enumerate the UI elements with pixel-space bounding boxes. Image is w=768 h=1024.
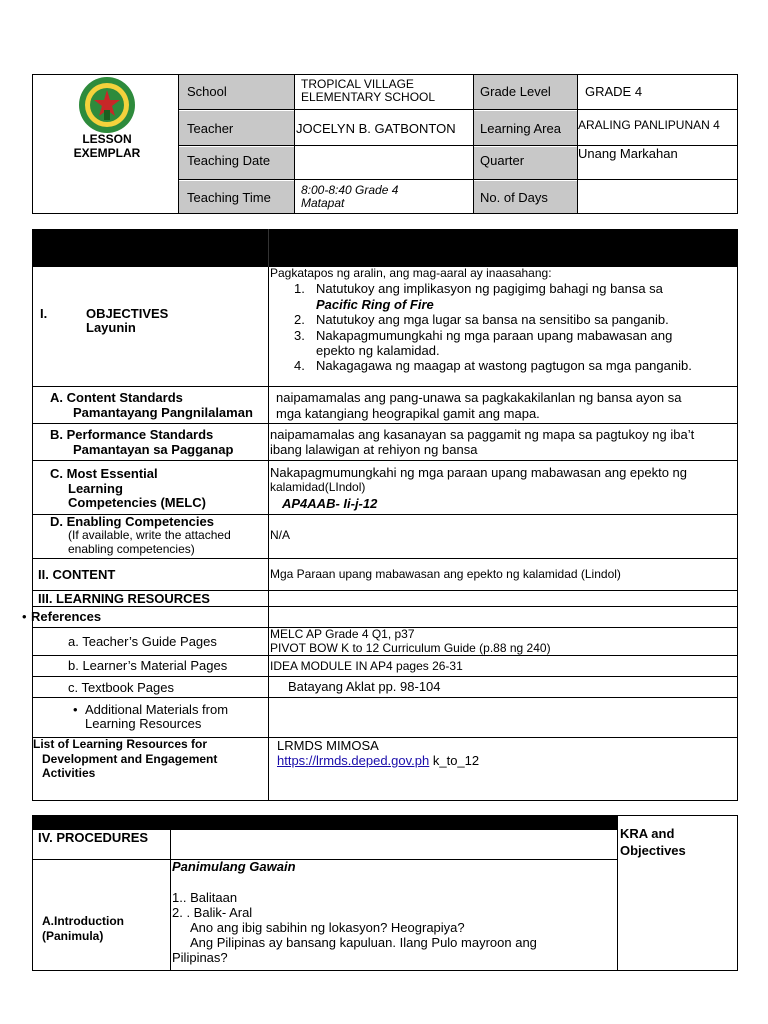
melc-value: kalamidad(LIndol) — [270, 480, 366, 494]
objectives-label-filipino: Layunin — [86, 320, 136, 335]
row-line — [32, 859, 618, 860]
list-resources-label: Development and Engagement — [42, 752, 218, 766]
row-line — [32, 460, 738, 461]
activity-line: 1.. Balitaan — [172, 890, 238, 905]
lrmds-label: LRMDS MIMOSA — [277, 738, 379, 753]
additional-materials-label: Learning Resources — [85, 716, 202, 731]
teachers-guide-value: PIVOT BOW K to 12 Curriculum Guide (p.88 ng 240) — [270, 641, 551, 655]
teaching-date-label: Teaching Date — [187, 153, 271, 168]
objective-item: Natutukoy ang mga lugar sa bansa na sensitibo sa panganib. — [316, 312, 669, 327]
content-standards-label: A. Content Standards — [50, 390, 183, 405]
performance-standards-label-filipino: Pamantayan sa Pagganap — [73, 442, 234, 457]
main-table-header-bar — [32, 229, 738, 267]
activity-line: Ano ang ibig sabihin ng lokasyon? Heograpiya? — [190, 920, 465, 935]
performance-standards-value: naipamamalas ang kasanayan sa paggamit ng mapa sa pagtukoy ng iba’t — [270, 427, 695, 442]
row-line — [32, 697, 738, 698]
divider — [737, 267, 738, 801]
content-value: Mga Paraan upang mabawasan ang epekto ng kalamidad (Lindol) — [270, 567, 621, 581]
row-line — [178, 109, 738, 110]
lrmds-link-line — [277, 753, 479, 768]
deped-seal-logo — [72, 76, 142, 134]
teachers-guide-label: a. Teacher’s Guide Pages — [68, 634, 217, 649]
objective-num: 4. — [294, 358, 305, 373]
teacher-value: JOCELYN B. GATBONTON — [296, 121, 456, 136]
school-label: School — [187, 84, 227, 99]
additional-materials-label: Additional Materials from — [85, 702, 229, 717]
teachers-guide-value: MELC AP Grade 4 Q1, p37 — [270, 627, 415, 641]
objectives-label: OBJECTIVES — [86, 306, 169, 321]
bullet: • — [73, 702, 78, 717]
learners-material-value: IDEA MODULE IN AP4 pages 26-31 — [270, 659, 463, 673]
procedures-label: IV. PROCEDURES — [38, 830, 149, 845]
row-line — [32, 558, 738, 559]
divider — [577, 74, 578, 214]
enabling-label: enabling competencies) — [68, 542, 195, 556]
row-line — [32, 800, 738, 801]
divider — [170, 830, 171, 971]
objective-num: 1. — [294, 281, 305, 296]
references-label: References — [31, 609, 102, 624]
grade-level-label: Grade Level — [480, 84, 551, 99]
kra-label: KRA and — [620, 826, 675, 841]
divider — [268, 267, 269, 801]
lrmds-link-suffix: k_to_12 — [429, 753, 480, 768]
row-line — [32, 606, 738, 607]
kra-label: Objectives — [620, 843, 686, 858]
melc-code: AP4AAB- Ii-j-12 — [282, 496, 378, 511]
enabling-value: N/A — [270, 528, 291, 542]
textbook-value: Batayang Aklat pp. 98-104 — [288, 679, 441, 694]
teaching-time-value: 8:00-8:40 Grade 4 Matapat — [301, 183, 399, 210]
school-value: TROPICAL VILLAGE ELEMENTARY SCHOOL — [301, 77, 436, 104]
objectives-intro: Pagkatapos ng aralin, ang mag-aaral ay inaasahang: — [270, 266, 552, 280]
divider — [617, 815, 618, 971]
content-label: II. CONTENT — [38, 567, 116, 582]
melc-label: C. Most Essential — [50, 466, 158, 481]
row-line — [32, 676, 738, 677]
objectives-number: I. — [40, 306, 48, 321]
teaching-time-label: Teaching Time — [187, 190, 271, 205]
melc-label: Competencies (MELC) — [68, 495, 206, 510]
performance-standards-label: B. Performance Standards — [50, 427, 214, 442]
no-of-days-label: No. of Days — [480, 190, 548, 205]
activity-line: Ang Pilipinas ay bansang kapuluan. Ilang Pulo mayroon ang — [190, 935, 537, 950]
list-resources-label: Activities — [42, 766, 96, 780]
objective-item-extra: Pacific Ring of Fire — [316, 297, 434, 312]
objective-item: Nakapagmumungkahi ng mga paraan upang mabawasan ang — [316, 328, 673, 343]
learning-area-label: Learning Area — [480, 121, 561, 136]
bullet: • — [22, 609, 27, 624]
row-line — [32, 423, 738, 424]
grade-level-value: GRADE 4 — [585, 84, 643, 99]
activity-line: Pilipinas? — [172, 950, 228, 965]
teacher-label: Teacher — [187, 121, 234, 136]
row-line — [178, 179, 738, 180]
quarter-value: Unang Markahan — [578, 146, 678, 161]
content-standards-label-filipino: Pamantayang Pangnilalaman — [73, 405, 253, 420]
quarter-label: Quarter — [480, 153, 525, 168]
textbook-label: c. Textbook Pages — [68, 680, 174, 695]
introduction-label: A.Introduction — [42, 914, 124, 928]
melc-value: Nakapagmumungkahi ng mga paraan upang mabawasan ang epekto ng — [270, 465, 688, 480]
activity-title: Panimulang Gawain — [172, 859, 296, 874]
row-line — [32, 386, 738, 387]
learners-material-label: b. Learner’s Material Pages — [68, 658, 228, 673]
content-standards-value: naipamamalas ang pang-unawa sa pagkakakilanlan ng bansa ayon sa — [276, 390, 682, 405]
lrmds-link[interactable]: https://lrmds.deped.gov.ph — [277, 753, 430, 768]
row-line — [32, 655, 738, 656]
lesson-exemplar-label: LESSON EXEMPLAR — [73, 132, 141, 160]
content-standards-value: mga katangiang heograpikal gamit ang mapa. — [276, 406, 540, 421]
objective-item: Nakagagawa ng maagap at wastong pagtugon sa mga panganib. — [316, 358, 692, 373]
melc-label: Learning — [68, 481, 123, 496]
performance-standards-value: ibang lalawigan at rehiyon ng bansa — [270, 442, 478, 457]
divider — [32, 267, 33, 801]
objective-num: 2. — [294, 312, 305, 327]
objective-num: 3. — [294, 328, 305, 343]
learning-area-value: ARALING PANLIPUNAN 4 — [578, 118, 720, 132]
divider — [294, 74, 295, 214]
list-resources-label: List of Learning Resources for — [33, 737, 208, 751]
enabling-label: (If available, write the attached — [68, 528, 231, 542]
objective-item-extra: epekto ng kalamidad. — [316, 343, 440, 358]
enabling-label: D. Enabling Competencies — [50, 514, 214, 529]
learning-resources-label: III. LEARNING RESOURCES — [38, 591, 210, 606]
introduction-label: (Panimula) — [42, 929, 104, 943]
divider — [268, 229, 269, 267]
objective-item: Natutukoy ang implikasyon ng pagigimg bahagi ng bansa sa — [316, 281, 663, 296]
activity-line: 2. . Balik- Aral — [172, 905, 253, 920]
